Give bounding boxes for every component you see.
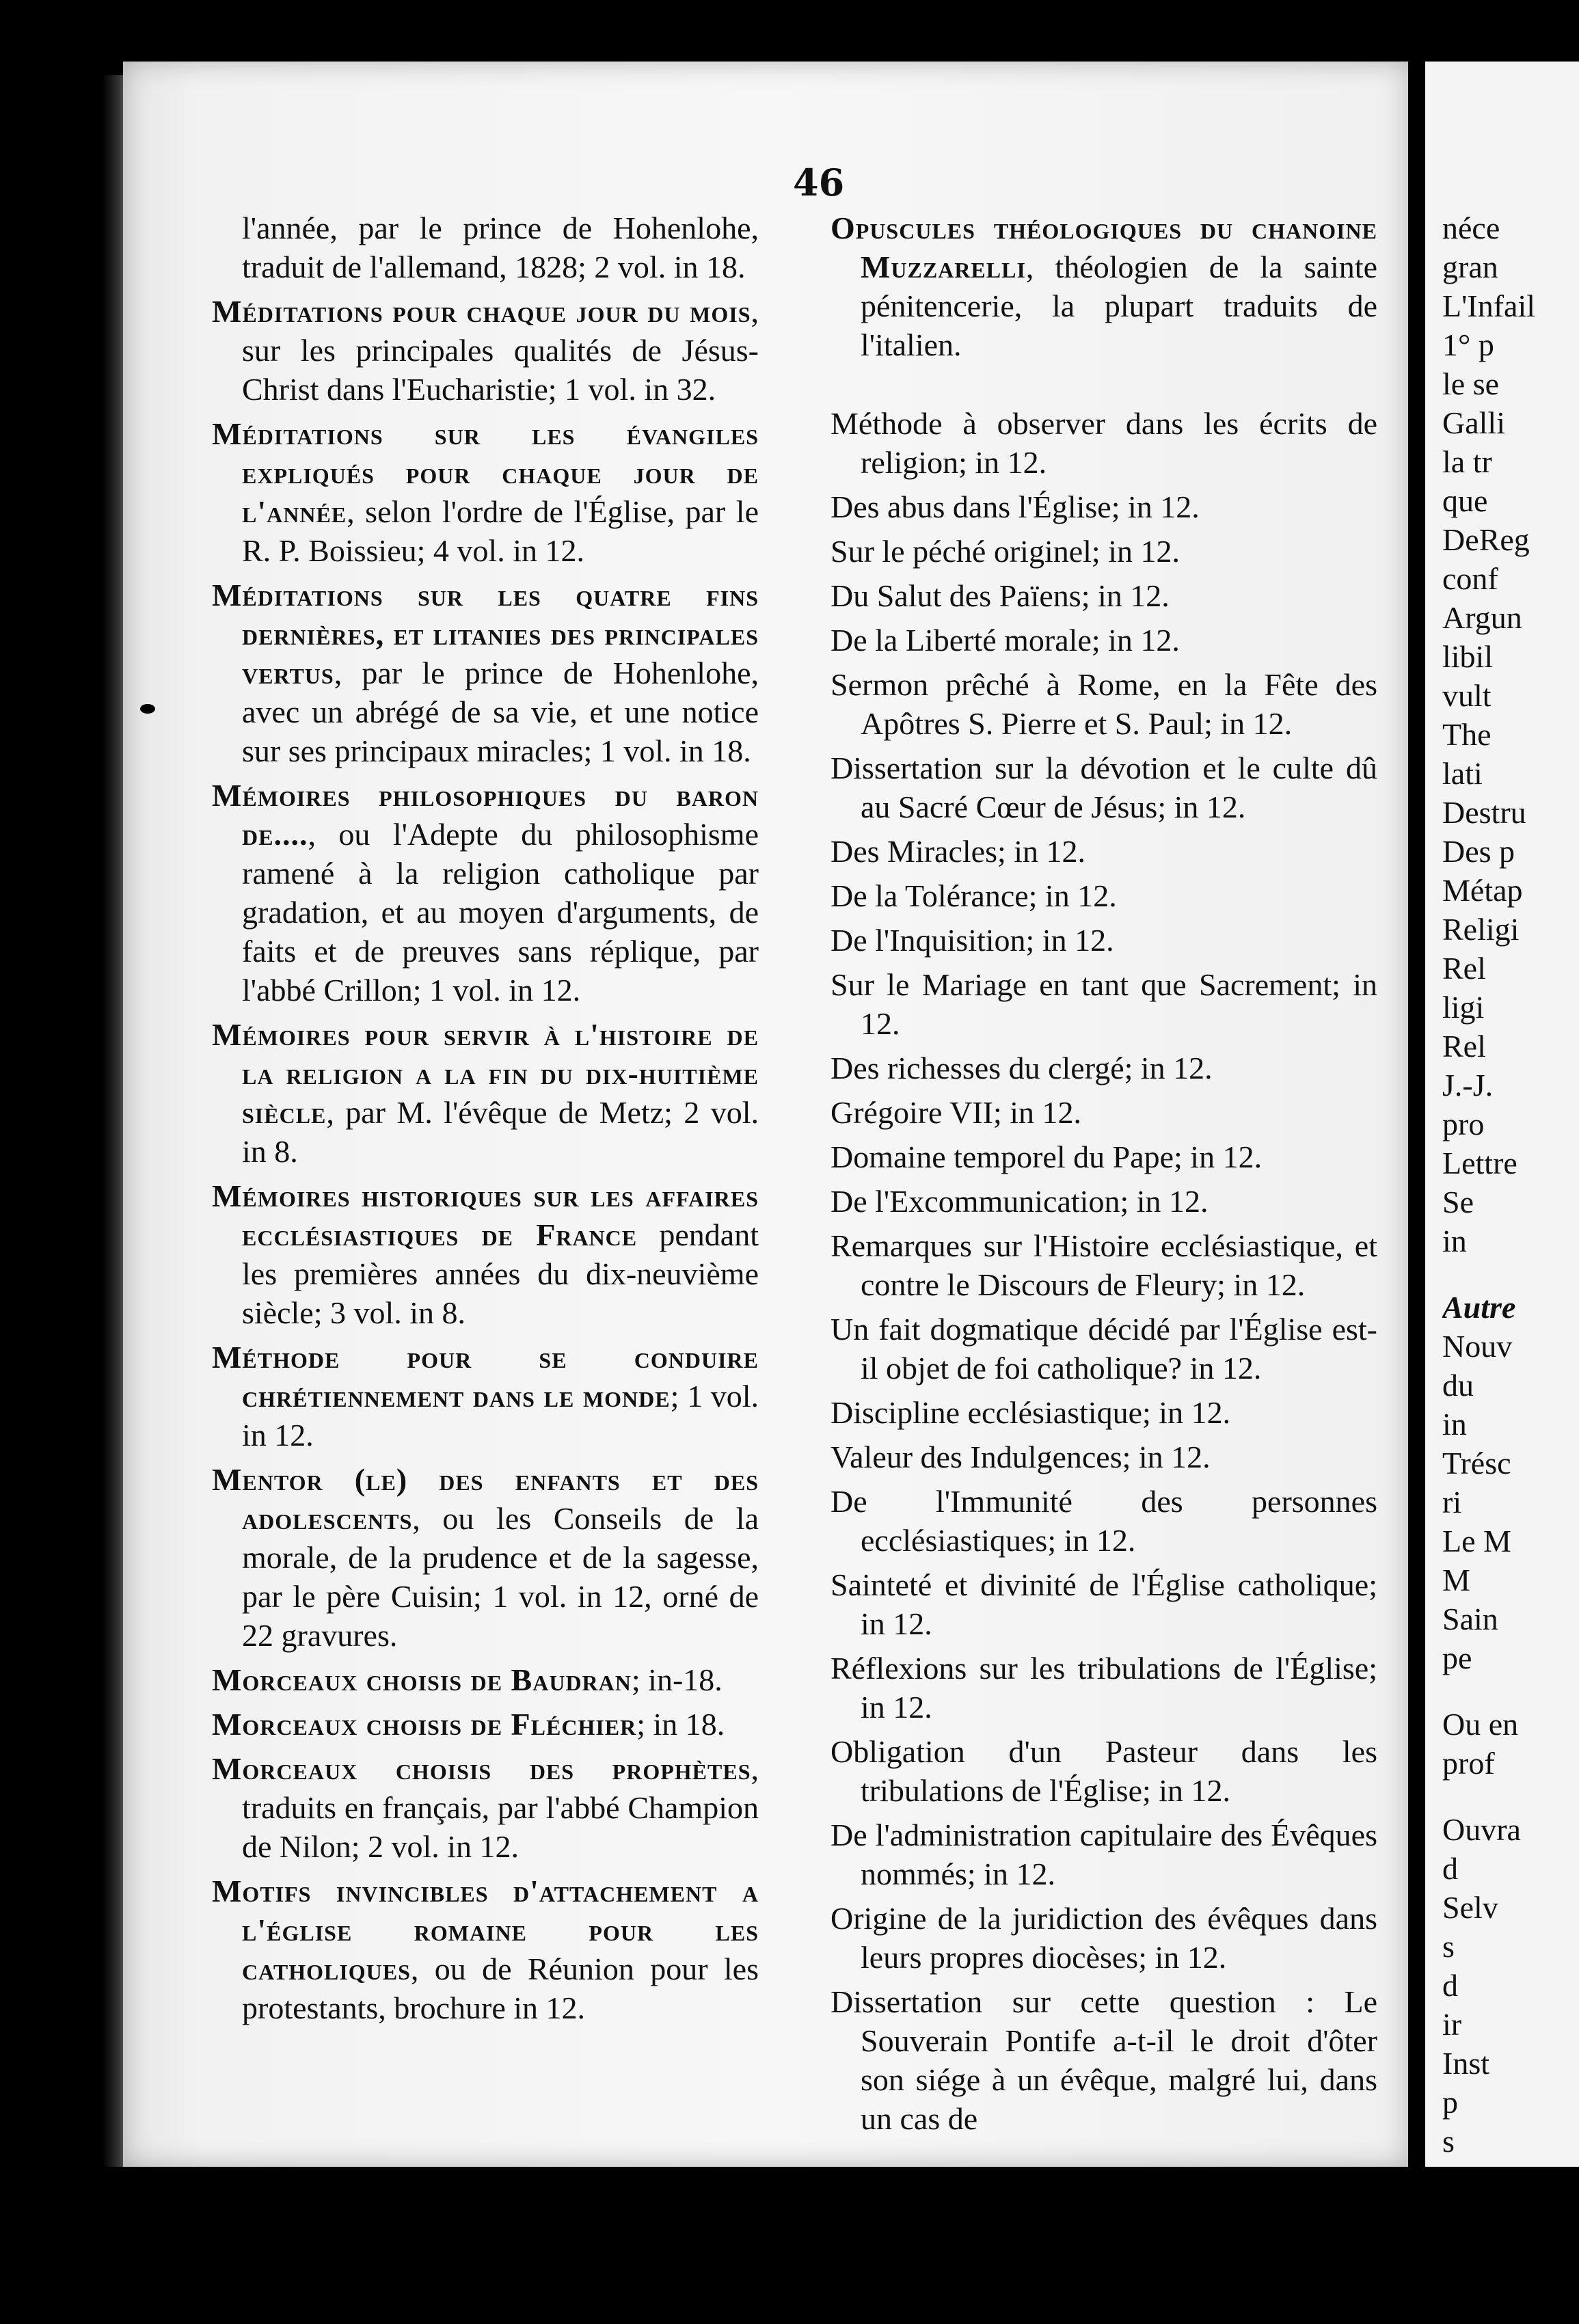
entry-text: , ou l'Adepte du philosophisme ramené à la religion catholique par gradation, et au moyen d'arguments, de faits et de preuves sans réplique, par l'abbé Crillon; 1 vol. in 12. [242, 817, 759, 1008]
next-page-fragment [1442, 208, 1579, 2161]
fragment-line: in [1442, 1407, 1467, 1442]
right-column [831, 208, 1377, 2144]
heading-gap [831, 370, 1377, 404]
fragment-line: Ou en [1442, 1707, 1519, 1742]
fragment-line: prof [1442, 1746, 1495, 1781]
catalog-entry [212, 1749, 759, 1866]
entry-text: ; in 18. [636, 1707, 725, 1742]
fragment-line: d [1442, 1968, 1458, 2003]
catalog-entry [212, 1176, 759, 1332]
fragment-line: gran [1442, 249, 1498, 284]
series-item: Remarques sur l'Histoire ecclésiastique, et contre le Discours de Fleury; in 12. [831, 1228, 1377, 1302]
entry-text: pendant les premières années du dix-neuvième siècle; 3 vol. in 8. [242, 1217, 759, 1330]
series-heading-lead: Opuscules théologiques du chanoine Muzzarelli [831, 211, 1377, 284]
fragment-line: le se [1442, 366, 1500, 401]
fragment-line: Métap [1442, 873, 1523, 908]
entry-text: ; in-18. [631, 1662, 723, 1697]
catalog-entry [212, 1338, 759, 1455]
series-item: De l'administration capitulaire des Évêques nommés; in 12. [831, 1818, 1377, 1891]
fragment-line: Destru [1442, 795, 1526, 830]
fragment-line: Sain [1442, 1602, 1498, 1636]
left-column [212, 208, 759, 2033]
entry-text: l'année, par le prince de Hohenlohe, traduit de l'allemand, 1828; 2 vol. in 18. [242, 211, 759, 284]
fragment-line: Rel [1442, 951, 1486, 986]
entry-title: Méditations sur les évangiles expliqués pour chaque jour de l'année [212, 416, 759, 529]
catalog-entry [212, 1705, 759, 1744]
fragment-line: Inst [1442, 2046, 1489, 2081]
entry-title: Méthode pour se conduire chrétiennement dans le monde [212, 1340, 759, 1414]
fragment-line: libil [1442, 639, 1494, 674]
entry-title: Morceaux choisis des prophètes [212, 1751, 751, 1786]
fragment-line: in [1442, 1224, 1467, 1258]
fragment-line: Trésc [1442, 1446, 1511, 1481]
fragment-line: ir [1442, 2007, 1462, 2042]
entry-text: , selon l'ordre de l'Église, par le R. P. Boissieu; 4 vol. in 12. [242, 494, 759, 568]
fragment-line: que [1442, 483, 1488, 518]
series-items [831, 404, 1377, 2138]
series-item: De l'Immunité des personnes ecclésiastiques; in 12. [831, 1484, 1377, 1558]
series-item: Sermon prêché à Rome, en la Fête des Apôtres S. Pierre et S. Paul; in 12. [831, 667, 1377, 741]
series-item: De l'Excommunication; in 12. [831, 1184, 1209, 1219]
fragment-line: conf [1442, 561, 1498, 596]
series-item: Sur le péché originel; in 12. [831, 534, 1180, 569]
entry-text: ; 1 vol. in 12. [242, 1379, 759, 1452]
series-item: Domaine temporel du Pape; in 12. [831, 1139, 1263, 1174]
series-item: Des Miracles; in 12. [831, 834, 1086, 869]
entry-title: Mémoires philosophiques du baron de.... [212, 778, 759, 852]
series-item: De l'Inquisition; in 12. [831, 923, 1114, 958]
fragment-line: néce [1442, 211, 1500, 245]
fragment-line: ligi [1442, 990, 1485, 1025]
fragment-line: The [1442, 717, 1492, 752]
series-item: Méthode à observer dans les écrits de religion; in 12. [831, 406, 1377, 480]
entry-text: , sur les principales qualités de Jésus-Christ dans l'Eucharistie; 1 vol. in 32. [242, 294, 759, 407]
series-item: Obligation d'un Pasteur dans les tribulations de l'Église; in 12. [831, 1734, 1377, 1808]
catalog-entry [212, 1015, 759, 1171]
series-item: Réflexions sur les tribulations de l'Église; in 12. [831, 1651, 1377, 1725]
catalog-entry [212, 776, 759, 1010]
catalog-entry [212, 292, 759, 409]
entry-title: Morceaux choisis de Baudran [212, 1662, 632, 1697]
catalog-entry [212, 1872, 759, 2027]
entry-title: Mentor (le) des enfants et des adolescents [212, 1462, 759, 1536]
fragment-line: Des p [1442, 834, 1515, 869]
entry-text: , ou de Réunion pour les protestants, brochure in 12. [242, 1951, 759, 2025]
entry-title: Méditations pour chaque jour du mois [212, 294, 751, 329]
page-gutter-divider [1408, 55, 1425, 2180]
fragment-line: la tr [1442, 444, 1492, 479]
fragment-line: 1° p [1442, 327, 1494, 362]
entry-title: Méditations sur les quatre fins dernières, et litanies des principales vertus [212, 578, 759, 690]
fragment-line: Lettre [1442, 1146, 1517, 1180]
series-item: Sur le Mariage en tant que Sacrement; in 12. [831, 967, 1377, 1041]
fragment-line: L'Infail [1442, 288, 1536, 323]
fragment-line: ri [1442, 1485, 1462, 1519]
fragment-line: Galli [1442, 405, 1505, 440]
series-item: Des richesses du clergé; in 12. [831, 1051, 1213, 1085]
entry-title: Mémoires historiques sur les affaires ecclésiastiques de France [212, 1178, 759, 1252]
fragment-line: Nouv [1442, 1329, 1513, 1364]
fragment-line: Religi [1442, 912, 1520, 947]
fragment-line: d [1442, 1851, 1458, 1886]
catalog-entry [212, 1660, 759, 1699]
fragment-line: J.-J. [1442, 1068, 1494, 1103]
fragment-line: vult [1442, 678, 1492, 713]
fragment-line: Autre [1442, 1290, 1516, 1325]
series-item: Origine de la juridiction des évêques dans leurs propres diocèses; in 12. [831, 1901, 1377, 1975]
catalog-entry [212, 208, 759, 286]
series-heading-text: , théologien de la sainte pénitencerie, la plupart traduits de l'italien. [861, 249, 1377, 362]
series-item: Du Salut des Païens; in 12. [831, 578, 1170, 613]
series-item: De la Liberté morale; in 12. [831, 623, 1180, 658]
series-heading [831, 208, 1377, 364]
fragment-line: pro [1442, 1107, 1485, 1141]
catalog-entry [212, 1460, 759, 1655]
series-item: Valeur des Indulgences; in 12. [831, 1440, 1211, 1474]
fragment-line: Le M [1442, 1524, 1511, 1558]
fragment-line: s [1442, 1929, 1455, 1964]
entry-title: Morceaux choisis de Fléchier [212, 1707, 637, 1742]
fragment-line: pe [1442, 1640, 1472, 1675]
series-item: Dissertation sur cette question : Le Souverain Pontife a-t-il le droit d'ôter son siége à un évêque, malgré lui, dans un cas de [831, 1984, 1377, 2136]
fragment-line: Rel [1442, 1029, 1486, 1064]
entry-text: , ou les Conseils de la morale, de la prudence et de la sagesse, par le père Cuisin; 1 vol. in 12, orné de 22 gravures. [242, 1501, 759, 1653]
series-item: Sainteté et divinité de l'Église catholique; in 12. [831, 1567, 1377, 1641]
series-item: De la Tolérance; in 12. [831, 878, 1117, 913]
fragment-line: du [1442, 1368, 1474, 1403]
series-item: Des abus dans l'Église; in 12. [831, 489, 1200, 524]
entry-text: , traduits en français, par l'abbé Champion de Nilon; 2 vol. in 12. [242, 1751, 759, 1864]
fragment-line: lati [1442, 756, 1483, 791]
fragment-line: s [1442, 2124, 1455, 2159]
series-item: Dissertation sur la dévotion et le culte dû au Sacré Cœur de Jésus; in 12. [831, 751, 1377, 824]
catalog-entry [212, 414, 759, 570]
entry-title: Mémoires pour servir à l'histoire de la religion a la fin du dix-huitième siècle [212, 1017, 759, 1130]
page-number: 46 [793, 161, 845, 204]
catalog-entry [212, 576, 759, 770]
series-item: Grégoire VII; in 12. [831, 1095, 1082, 1130]
page-hole-mark [140, 704, 155, 714]
entry-title: Motifs invincibles d'attachement a l'église romaine pour les catholiques [212, 1874, 759, 1986]
fragment-line: M [1442, 1563, 1470, 1597]
fragment-line: Ouvra [1442, 1812, 1521, 1847]
fragment-line: Se [1442, 1185, 1474, 1219]
series-item: Discipline ecclésiastique; in 12. [831, 1395, 1231, 1430]
fragment-line: Argun [1442, 600, 1522, 635]
entry-text: , par le prince de Hohenlohe, avec un abrégé de sa vie, et une notice sur ses principaux miracles; 1 vol. in 18. [242, 656, 759, 768]
fragment-line: Selv [1442, 1890, 1498, 1925]
fragment-line: DeReg [1442, 522, 1530, 557]
entry-text: , par M. l'évêque de Metz; 2 vol. in 8. [242, 1095, 759, 1169]
series-item: Un fait dogmatique décidé par l'Église est-il objet de foi catholique? in 12. [831, 1312, 1377, 1386]
fragment-line: p [1442, 2085, 1458, 2120]
